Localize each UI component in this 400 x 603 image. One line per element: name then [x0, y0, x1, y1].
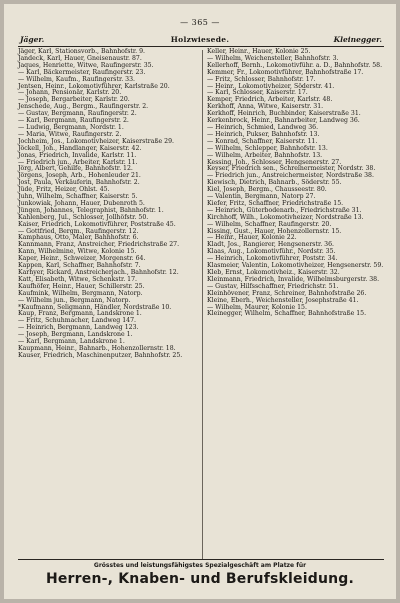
- header-rule: [18, 46, 384, 47]
- right-column: [207, 49, 390, 318]
- directory-entry: — Maria, Witwe, Raufingerstr. 2.: [18, 130, 122, 138]
- directory-entry: — Karl, Schlosser, Kaiserstr. 17.: [207, 89, 308, 97]
- directory-entry: Kleinhövener, Franz, Schreiner, Bahnhofstraße 26.: [207, 289, 367, 297]
- directory-entry: Kaiser, Friedrich, Lokomotivführer, Poststraße 45.: [18, 220, 176, 228]
- directory-entry: Kiefer, Fritz, Schaffner, Friedrichstraße 15.: [207, 199, 344, 207]
- directory-entry: Kahlenberg, Jul., Schlosser, Jollhöfstr. 50.: [18, 213, 149, 221]
- directory-entry: Jentsen, Heinr., Lokomotivführer, Karlstraße 20.: [18, 82, 170, 90]
- directory-page: [4, 4, 396, 599]
- directory-entry: — Friedrich jun., Anstreichermeister, Nordstraße 38.: [207, 172, 374, 180]
- directory-entry: Jüngen, Johannes, Telegraphist, Bahnhofstr. 1.: [18, 206, 164, 214]
- directory-entry: Kannmann, Franz, Anstreicher, Friedrichstraße 27.: [18, 241, 180, 249]
- directory-entry: — Wilhelm, Weichensteller, Bahnhofstr. 3.: [207, 54, 339, 62]
- directory-entry: Jörg, Albert, Gehilfe, Bahnhofstr. 12.: [18, 165, 133, 173]
- directory-entry: Katt, Elisabeth, Witwe, Schenkstr. 17.: [18, 275, 137, 283]
- directory-entry: — Heinr., Lokomotivheizer, Söderstr. 41.: [207, 82, 335, 90]
- left-column: [18, 49, 201, 360]
- directory-entry: Jöckell, Joh., Handlanger, Kaiserstr. 42.: [18, 144, 142, 152]
- directory-entry: — Heinrich, Güterbodenarb., Friedrichstraße 31.: [207, 206, 362, 214]
- directory-entry: — Friedrich jun., Arbeiter, Karlstr. 11.: [18, 158, 138, 166]
- directory-entry: — Wilhelm, Schaffner, Raufingerstr. 20.: [207, 220, 332, 228]
- directory-entry: — Karl, Bergmann, Landskrone 1.: [18, 338, 125, 346]
- directory-entry: Jaques, Henriette, Witwe, Raufingerstr. 35.: [18, 61, 154, 69]
- directory-entry: Kerkhoff, Anna, Witwe, Kaiserstr. 31.: [207, 103, 324, 111]
- directory-entry: Jüde, Fritz, Heizer, Ohlst. 45.: [18, 186, 110, 194]
- directory-entry: — Heinrich, Bergmann, Landweg 123.: [18, 324, 139, 332]
- directory-entry: Jandeck, Karl, Hauer, Gneisenaustr. 87.: [18, 54, 142, 62]
- directory-entry: Juhn, Wilhelm, Schaffner, Kaiserstr. 5.: [18, 193, 138, 201]
- directory-entry: Jonas, Friedrich, Invalide, Karlstr. 11.: [18, 151, 137, 159]
- directory-entry: — Ludwig, Bergmann, Nordstr. 1.: [18, 123, 124, 131]
- directory-entry: Kiewisch, Dietrich, Bahnarb., Söderstr. 55.: [207, 179, 342, 187]
- directory-entry: — Heinrich, Lokomotivführer, Poststr. 34.: [207, 255, 338, 263]
- directory-entry: Karhyer, Rickard, Anstreicherjach., Bahnhofstr. 12.: [18, 269, 179, 276]
- directory-entry: Klasmeier, Valentin, Lokomotivheizer, Hengsenerstr. 59.: [207, 262, 384, 270]
- directory-entry: — Wilhelm, Maurer, Kolonie 15.: [207, 303, 307, 311]
- directory-entry: Kamphaus, Otto, Maler, Bahnhofstr. 6.: [18, 234, 139, 242]
- directory-entry: Kaufmink, Wilhelm, Bergmann, Natorp.: [18, 289, 143, 297]
- directory-entry: Junkowiak, Johann, Hauer, Dubenroth 5.: [18, 199, 145, 207]
- directory-entry: Kleinmann, Friedrich, Invalide, Wilhelmsburgerstr. 38.: [207, 275, 380, 283]
- directory-entry: — Wilhelm, Schlepper, Bahnhofstr. 13.: [207, 144, 328, 152]
- directory-entry: Jörgens, Joseph, Arb., Hohenleuder 21.: [18, 172, 141, 180]
- directory-entry: — Wilhelm, Arbeiter, Bahnhofstr. 13.: [207, 151, 323, 159]
- directory-entry: Kerkenbrock, Heinr., Bahnarbeiter, Landweg 36.: [207, 117, 360, 125]
- directory-entry: — Heinr., Hauer, Kolonie 22.: [207, 234, 297, 242]
- directory-entry: Kaup, Franz, Bergmann, Landskrone 1.: [18, 310, 142, 318]
- header-left: Jäger.: [20, 35, 45, 44]
- directory-entry: Kauser, Friedrich, Maschinenputzer, Bahnhofstr. 25.: [18, 351, 183, 359]
- directory-entry: Kemmer, Fr., Lokomotivführer, Bahnhofstraße 17.: [207, 68, 364, 76]
- ad-rule: [18, 559, 384, 560]
- column-divider: [202, 50, 203, 560]
- directory-entry: — Joseph, Bergmann, Landskrone 1.: [18, 331, 133, 339]
- directory-entry: — Konrad, Schaffner, Kaiserstr. 11.: [207, 137, 318, 145]
- directory-entry: — Joseph, Bergarbeiter, Karlstr. 20.: [18, 96, 130, 104]
- directory-entry: Keyser, Friedrich sen., Schreinermeister, Nordstr. 38.: [207, 165, 376, 173]
- directory-entry: — Valentin, Bergmann, Natorp 27.: [207, 193, 316, 201]
- directory-entry: Jäger, Karl, Stationsvorb., Bahnhofstr. 9.: [18, 48, 145, 55]
- directory-entry: Kaupmann, Heinr., Bahnarb., Hohenzollernstr. 18.: [18, 344, 176, 352]
- directory-entry: Kemper, Friedrich, Arbeiter, Karlstr. 48.: [207, 96, 333, 104]
- directory-entry: Jost, Paula, Verkäuferin, Bahnhofstr. 2.: [18, 179, 140, 187]
- directory-entry: Kaufhöfer, Heinr., Hauer, Schillerstr. 25.: [18, 282, 145, 290]
- directory-entry: Kladt, Jos., Rangierer, Hengsenerstr. 36.: [207, 241, 335, 249]
- ad-tagline: Grösstes und leistungsfähigstes Spezialgeschäft am Platze für: [93, 562, 307, 569]
- directory-entry: — Wilhelm jun., Bergmann, Natorp.: [18, 296, 131, 304]
- directory-entry: Jochheim, Jos., Lokomotivheizer, Kaiserstraße 29.: [18, 137, 174, 145]
- directory-entry: Kleinegger, Wilhelm, Schaffner, Bahnhofstraße 15.: [207, 310, 367, 318]
- directory-entry: — Heinrich, Schmied, Landweg 36.: [207, 123, 319, 131]
- directory-entry: — Johann, Pensionär, Karlstr. 20.: [18, 89, 122, 97]
- directory-entry: — Gottfried, Bergm., Raufingerstr. 12.: [18, 227, 139, 235]
- directory-entry: Kirchhoff, Wilh., Lokomotivheizer, Nordstraße 13.: [207, 213, 364, 221]
- directory-entry: — Heinrich, Pukser, Bahnhofstr. 13.: [207, 130, 320, 138]
- ad-headline: Herren-, Knaben- und Berufskleidung.: [45, 571, 355, 587]
- directory-entry: — Fritz, Schuhmacher, Landweg 147.: [18, 317, 137, 325]
- directory-entry: Kann, Wilhelmine, Witwe, Kolonie 15.: [18, 248, 137, 256]
- directory-entry: — Karl, Bergmann, Raufingerstr. 2.: [18, 117, 129, 125]
- directory-entry: *Kaufmann, Seligmann, Händler, Nordstraße 10.: [18, 303, 172, 311]
- directory-entry: — Fritz, Schlosser, Bahnhofstr. 17.: [207, 75, 316, 83]
- directory-entry: — Karl, Bäckermeister, Raufingerstr. 23.: [18, 68, 146, 76]
- directory-entry: Kellerhoff, Bernh., Lokomotivführ. a. D., Bahnhofstr. 58.: [207, 61, 383, 69]
- header-right: Kleinegger.: [333, 35, 382, 44]
- directory-entry: Jenschede, Aug., Bergm., Raufingerstr. 2.: [18, 103, 149, 111]
- directory-entry: — Gustav, Bergmann, Raufingerstr. 2.: [18, 110, 137, 118]
- directory-entry: Kleb, Ernst, Lokomotivheiz., Kaiserstr. 32.: [207, 269, 340, 276]
- directory-entry: Kleine, Eberh., Weichensteller, Josephstraße 41.: [207, 296, 359, 304]
- page-number: — 365 —: [180, 18, 220, 27]
- header-center: Holzwiesede.: [170, 35, 230, 44]
- directory-entry: Kappen, Karl, Schaffner, Bahnhofstr. 7.: [18, 262, 141, 270]
- directory-entry: — Wilhelm, Kaufm., Raufingerstr. 33.: [18, 75, 136, 83]
- directory-entry: Keller, Heinr., Hauer, Kolonie 25.: [207, 48, 311, 55]
- directory-entry: — Gustav, Hilfsschaffner, Friedrichstr. 51.: [207, 282, 339, 290]
- directory-entry: Kiel, Joseph, Bergm., Chausseestr. 80.: [207, 186, 327, 194]
- directory-entry: Kissing, Gust., Hauer, Hohenzollernstr. 15.: [207, 227, 342, 235]
- directory-entry: Kessing, Joh., Schlosser, Hengsenerstr. 27.: [207, 158, 342, 166]
- directory-entry: Klaas, Aug., Lokomotivführ., Nordstr. 35.: [207, 248, 336, 256]
- directory-entry: Kerkhoff, Heinrich, Buchbinder, Kaiserstraße 31.: [207, 110, 361, 118]
- directory-entry: Kaper, Heinr., Schweizer, Morgenstr. 64.: [18, 255, 146, 263]
